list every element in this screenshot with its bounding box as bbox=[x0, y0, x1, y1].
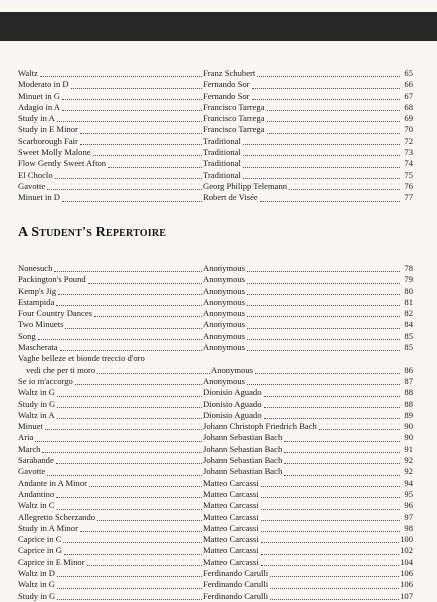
entry-title: Minuet bbox=[18, 421, 43, 432]
leader-dots bbox=[88, 283, 202, 284]
entry-page: 102 bbox=[400, 545, 413, 556]
leader-dots bbox=[97, 520, 202, 521]
leader-dots bbox=[247, 339, 400, 340]
entry-title: Gavotte bbox=[18, 180, 46, 191]
leader-dots bbox=[243, 167, 400, 168]
entry-title: Study in G bbox=[18, 590, 56, 601]
entry-page: 87 bbox=[404, 375, 413, 386]
leader-dots bbox=[87, 565, 202, 566]
entry-page: 70 bbox=[404, 124, 413, 135]
toc-section-two bbox=[18, 263, 413, 602]
header-line bbox=[0, 38, 437, 41]
leader-dots bbox=[247, 384, 400, 385]
entry-composer: Matteo Carcassi bbox=[203, 522, 259, 533]
entry-composer: Matteo Carcassi bbox=[203, 534, 259, 545]
leader-dots bbox=[62, 99, 202, 100]
entry-title: Se io m'accorgo bbox=[18, 375, 73, 386]
entry-composer: Johann Christoph Friedrich Bach bbox=[203, 421, 317, 432]
entry-title: Caprice in C bbox=[18, 534, 62, 545]
toc-entry[interactable] bbox=[18, 568, 413, 579]
entry-title: Waltz bbox=[18, 68, 38, 78]
entry-page: 85 bbox=[404, 342, 413, 353]
toc-entry[interactable] bbox=[18, 158, 413, 169]
toc-entry[interactable] bbox=[18, 557, 413, 568]
entry-title: El Choclo bbox=[18, 169, 53, 180]
entry-page: 90 bbox=[404, 421, 413, 432]
leader-dots bbox=[243, 144, 400, 145]
entry-page: 69 bbox=[404, 113, 413, 124]
entry-composer: Dionisio Aguado bbox=[203, 409, 262, 420]
entry-composer: Dionisio Aguado bbox=[203, 387, 262, 398]
leader-dots bbox=[261, 531, 400, 532]
entry-title: Waltz in D bbox=[18, 568, 56, 579]
leader-dots bbox=[57, 418, 202, 419]
leader-dots bbox=[63, 542, 202, 543]
entry-title: Kemp's Jig bbox=[18, 285, 57, 296]
leader-dots bbox=[42, 452, 202, 453]
entry-title: Sweet Molly Malone bbox=[18, 147, 91, 158]
toc-entry[interactable] bbox=[18, 170, 413, 181]
leader-dots bbox=[62, 110, 202, 111]
toc-entry[interactable] bbox=[18, 444, 413, 455]
leader-dots bbox=[35, 441, 202, 442]
entry-composer: Georg Philipp Telemann bbox=[203, 180, 288, 191]
entry-title: Waltz in G bbox=[18, 579, 56, 590]
toc-entry[interactable] bbox=[18, 466, 413, 477]
entry-title: Estampida bbox=[18, 296, 55, 307]
entry-title: Allegretto Scherzando bbox=[18, 511, 96, 522]
section-heading: A Student's Repertoire bbox=[18, 225, 167, 240]
entry-composer: Anonymous bbox=[211, 364, 254, 375]
toc-entry[interactable] bbox=[18, 113, 413, 124]
leader-dots bbox=[47, 475, 202, 476]
leader-dots bbox=[57, 576, 202, 577]
leader-dots bbox=[270, 588, 399, 589]
leader-dots bbox=[261, 509, 400, 510]
leader-dots bbox=[284, 452, 400, 453]
toc-entry[interactable] bbox=[18, 545, 413, 556]
entry-composer: Anonymous bbox=[203, 274, 246, 285]
leader-dots bbox=[257, 76, 400, 77]
entry-title: Flow Gently Sweet Afton bbox=[18, 158, 107, 169]
entry-title: March bbox=[18, 443, 41, 454]
entry-title: Study in A bbox=[18, 113, 55, 124]
entry-title: Mascherata bbox=[18, 342, 58, 353]
leader-dots bbox=[55, 178, 202, 179]
entry-page: 95 bbox=[404, 488, 413, 499]
toc-entry[interactable] bbox=[18, 376, 413, 387]
toc-entry[interactable] bbox=[18, 136, 413, 147]
entry-composer: Dionisio Aguado bbox=[203, 398, 262, 409]
leader-dots bbox=[289, 189, 400, 190]
entry-page: 96 bbox=[404, 500, 413, 511]
toc-entry[interactable] bbox=[18, 410, 413, 421]
leader-dots bbox=[261, 497, 400, 498]
leader-dots bbox=[56, 463, 202, 464]
toc-entry[interactable] bbox=[18, 455, 413, 466]
entry-title: Study in A Minor bbox=[18, 522, 78, 533]
leader-dots bbox=[252, 88, 400, 89]
entry-composer: Anonymous bbox=[203, 308, 246, 319]
entry-composer: Ferdinando Carulli bbox=[203, 568, 269, 579]
leader-dots bbox=[58, 294, 202, 295]
leader-dots bbox=[264, 396, 401, 397]
entry-composer: Johann Sebastian Bach bbox=[203, 455, 283, 466]
entry-title: Study in G bbox=[18, 398, 56, 409]
toc-entry[interactable] bbox=[18, 523, 413, 534]
leader-dots bbox=[40, 76, 202, 77]
entry-composer: Ferdinando Carulli bbox=[203, 590, 269, 601]
leader-dots bbox=[247, 283, 400, 284]
entry-page: 92 bbox=[404, 466, 413, 477]
entry-composer: Traditional bbox=[203, 135, 241, 146]
leader-dots bbox=[284, 463, 400, 464]
entry-title: Packington's Pound bbox=[18, 274, 86, 285]
entry-page: 88 bbox=[404, 387, 413, 398]
entry-page: 75 bbox=[404, 169, 413, 180]
toc-entry[interactable] bbox=[18, 124, 413, 135]
toc-entry[interactable] bbox=[18, 489, 413, 500]
header-rule bbox=[0, 0, 437, 44]
leader-dots bbox=[270, 576, 399, 577]
entry-composer: Anonymous bbox=[203, 285, 246, 296]
leader-dots bbox=[80, 133, 202, 134]
entry-title: Study in E Minor bbox=[18, 124, 78, 135]
entry-title: Four Country Dances bbox=[18, 308, 92, 319]
entry-page: 65 bbox=[404, 68, 413, 78]
entry-page: 74 bbox=[404, 158, 413, 169]
entry-composer: Traditional bbox=[203, 158, 241, 169]
leader-dots bbox=[264, 407, 401, 408]
toc-entry[interactable] bbox=[18, 342, 413, 353]
toc-entry[interactable] bbox=[18, 192, 413, 203]
entry-page: 89 bbox=[404, 409, 413, 420]
leader-dots bbox=[247, 316, 400, 317]
entry-composer: Johann Sebastian Bach bbox=[203, 432, 283, 443]
leader-dots bbox=[71, 88, 202, 89]
entry-composer: Francisco Tarrega bbox=[203, 124, 265, 135]
toc-entry[interactable] bbox=[18, 387, 413, 398]
leader-dots bbox=[57, 121, 202, 122]
toc-entry[interactable] bbox=[18, 512, 413, 523]
entry-title: Gavotte bbox=[18, 466, 46, 477]
toc-section-one bbox=[18, 68, 413, 204]
toc-entry[interactable] bbox=[18, 421, 413, 432]
entry-title: Adagio in A bbox=[18, 101, 61, 112]
entry-title: Andantino bbox=[18, 488, 55, 499]
entry-composer: Robert de Visée bbox=[203, 192, 258, 203]
entry-composer: Matteo Carcassi bbox=[203, 545, 259, 556]
entry-page: 91 bbox=[404, 443, 413, 454]
toc-entry[interactable] bbox=[18, 308, 413, 319]
entry-page: 106 bbox=[400, 568, 413, 579]
entry-page: 82 bbox=[404, 308, 413, 319]
entry-title: Moderato in D bbox=[18, 79, 69, 90]
entry-page: 67 bbox=[404, 90, 413, 101]
leader-dots bbox=[60, 350, 202, 351]
entry-title: Caprice in E Minor bbox=[18, 556, 85, 567]
entry-composer: Anonymous bbox=[203, 296, 246, 307]
toc-entry[interactable] bbox=[18, 331, 413, 342]
leader-dots bbox=[45, 429, 202, 430]
entry-page: 107 bbox=[400, 590, 413, 601]
leader-dots bbox=[284, 441, 400, 442]
entry-page: 90 bbox=[404, 432, 413, 443]
entry-composer: Matteo Carcassi bbox=[203, 500, 259, 511]
leader-dots bbox=[261, 554, 400, 555]
entry-title-line: Vaghe belleze et bionde treccio d'oro bbox=[18, 353, 145, 364]
leader-dots bbox=[57, 588, 202, 589]
toc-entry[interactable] bbox=[18, 591, 413, 602]
entry-page: 79 bbox=[404, 274, 413, 285]
entry-page: 97 bbox=[404, 511, 413, 522]
entry-composer: Francisco Tarrega bbox=[203, 113, 265, 124]
toc-entry[interactable] bbox=[18, 500, 413, 511]
leader-dots bbox=[89, 486, 202, 487]
leader-dots bbox=[261, 565, 400, 566]
entry-title: Waltz in C bbox=[18, 500, 55, 511]
entry-page: 104 bbox=[400, 556, 413, 567]
toc-entry[interactable] bbox=[18, 91, 413, 102]
entry-composer: Matteo Carcassi bbox=[203, 511, 259, 522]
entry-composer: Franz Schubert bbox=[203, 68, 256, 78]
leader-dots bbox=[38, 339, 202, 340]
leader-dots bbox=[56, 305, 202, 306]
leader-dots bbox=[57, 396, 202, 397]
entry-composer: Traditional bbox=[203, 147, 241, 158]
leader-dots bbox=[243, 178, 400, 179]
toc-entry[interactable] bbox=[18, 102, 413, 113]
entry-title: vedi che per ti moro bbox=[26, 364, 96, 375]
toc-entry[interactable] bbox=[18, 68, 413, 79]
entry-page: 78 bbox=[404, 263, 413, 273]
leader-dots bbox=[65, 328, 202, 329]
entry-composer: Anonymous bbox=[203, 375, 246, 386]
leader-dots bbox=[319, 429, 400, 430]
toc-entry[interactable] bbox=[18, 319, 413, 330]
toc-entry[interactable] bbox=[18, 579, 413, 590]
entry-composer: Fernando Sor bbox=[203, 90, 250, 101]
toc-entry[interactable] bbox=[18, 432, 413, 443]
leader-dots bbox=[80, 144, 202, 145]
entry-title: Minuet in D bbox=[18, 192, 61, 203]
leader-dots bbox=[247, 350, 400, 351]
entry-title: Caprice in G bbox=[18, 545, 62, 556]
leader-dots bbox=[56, 497, 202, 498]
entry-title: Waltz in G bbox=[18, 387, 56, 398]
leader-dots bbox=[247, 328, 400, 329]
leader-dots bbox=[243, 155, 400, 156]
entry-composer: Matteo Carcassi bbox=[203, 488, 259, 499]
toc-entry[interactable] bbox=[18, 263, 413, 274]
toc-entry[interactable] bbox=[18, 534, 413, 545]
entry-page: 76 bbox=[404, 180, 413, 191]
entry-composer: Matteo Carcassi bbox=[203, 556, 259, 567]
entry-title: Two Minuets bbox=[18, 319, 64, 330]
entry-title: Song bbox=[18, 330, 36, 341]
entry-composer: Francisco Tarrega bbox=[203, 101, 265, 112]
toc-entry[interactable] bbox=[18, 79, 413, 90]
toc-entry[interactable] bbox=[18, 147, 413, 158]
leader-dots bbox=[261, 520, 400, 521]
leader-dots bbox=[97, 373, 210, 374]
leader-dots bbox=[252, 99, 400, 100]
toc-entry[interactable] bbox=[18, 181, 413, 192]
leader-dots bbox=[247, 294, 400, 295]
entry-page: 73 bbox=[404, 147, 413, 158]
leader-dots bbox=[47, 189, 202, 190]
leader-dots bbox=[64, 554, 202, 555]
toc-entry[interactable] bbox=[18, 399, 413, 410]
toc-entry[interactable] bbox=[18, 274, 413, 285]
entry-composer: Johann Sebastian Bach bbox=[203, 466, 283, 477]
entry-composer: Anonymous bbox=[203, 342, 246, 353]
entry-title: Andante in A Minor bbox=[18, 477, 87, 488]
entry-page: 85 bbox=[404, 330, 413, 341]
toc-entry[interactable] bbox=[18, 365, 413, 376]
entry-composer: Ferdinando Carulli bbox=[203, 579, 269, 590]
entry-composer: Traditional bbox=[203, 169, 241, 180]
toc-entry[interactable] bbox=[18, 297, 413, 308]
entry-page: 98 bbox=[404, 522, 413, 533]
entry-page: 84 bbox=[404, 319, 413, 330]
entry-page: 77 bbox=[404, 192, 413, 203]
entry-title: Sarabande bbox=[18, 455, 54, 466]
entry-composer: Anonymous bbox=[203, 263, 246, 273]
entry-page: 68 bbox=[404, 101, 413, 112]
entry-title: Minuet in G bbox=[18, 90, 61, 101]
leader-dots bbox=[284, 475, 400, 476]
entry-composer: Fernando Sor bbox=[203, 79, 250, 90]
entry-page: 94 bbox=[404, 477, 413, 488]
entry-composer: Matteo Carcassi bbox=[203, 477, 259, 488]
leader-dots bbox=[267, 121, 400, 122]
entry-page: 88 bbox=[404, 398, 413, 409]
entry-page: 81 bbox=[404, 296, 413, 307]
leader-dots bbox=[247, 271, 400, 272]
entry-page: 72 bbox=[404, 135, 413, 146]
entry-title: Waltz in A bbox=[18, 409, 55, 420]
leader-dots bbox=[260, 201, 400, 202]
entry-title: Nonesuch bbox=[18, 263, 53, 273]
header-bar bbox=[0, 12, 437, 40]
leader-dots bbox=[93, 155, 202, 156]
entry-composer: Anonymous bbox=[203, 319, 246, 330]
leader-dots bbox=[255, 373, 400, 374]
entry-page: 92 bbox=[404, 455, 413, 466]
toc-entry[interactable] bbox=[18, 478, 413, 489]
toc-entry[interactable] bbox=[18, 286, 413, 297]
entry-composer: Johann Sebastian Bach bbox=[203, 443, 283, 454]
leader-dots bbox=[267, 110, 400, 111]
entry-page: 66 bbox=[404, 79, 413, 90]
entry-page: 106 bbox=[400, 579, 413, 590]
leader-dots bbox=[62, 201, 202, 202]
entry-page: 100 bbox=[400, 534, 413, 545]
entry-title: Scarborough Fair bbox=[18, 135, 78, 146]
leader-dots bbox=[267, 133, 400, 134]
entry-composer: Anonymous bbox=[203, 330, 246, 341]
leader-dots bbox=[261, 486, 400, 487]
leader-dots bbox=[247, 305, 400, 306]
leader-dots bbox=[54, 271, 202, 272]
leader-dots bbox=[57, 509, 202, 510]
leader-dots bbox=[264, 418, 401, 419]
leader-dots bbox=[108, 167, 202, 168]
entry-page: 86 bbox=[404, 364, 413, 375]
entry-title: Aria bbox=[18, 432, 34, 443]
leader-dots bbox=[80, 531, 202, 532]
leader-dots bbox=[57, 407, 202, 408]
entry-page: 80 bbox=[404, 285, 413, 296]
leader-dots bbox=[94, 316, 202, 317]
leader-dots bbox=[75, 384, 202, 385]
leader-dots bbox=[261, 542, 400, 543]
